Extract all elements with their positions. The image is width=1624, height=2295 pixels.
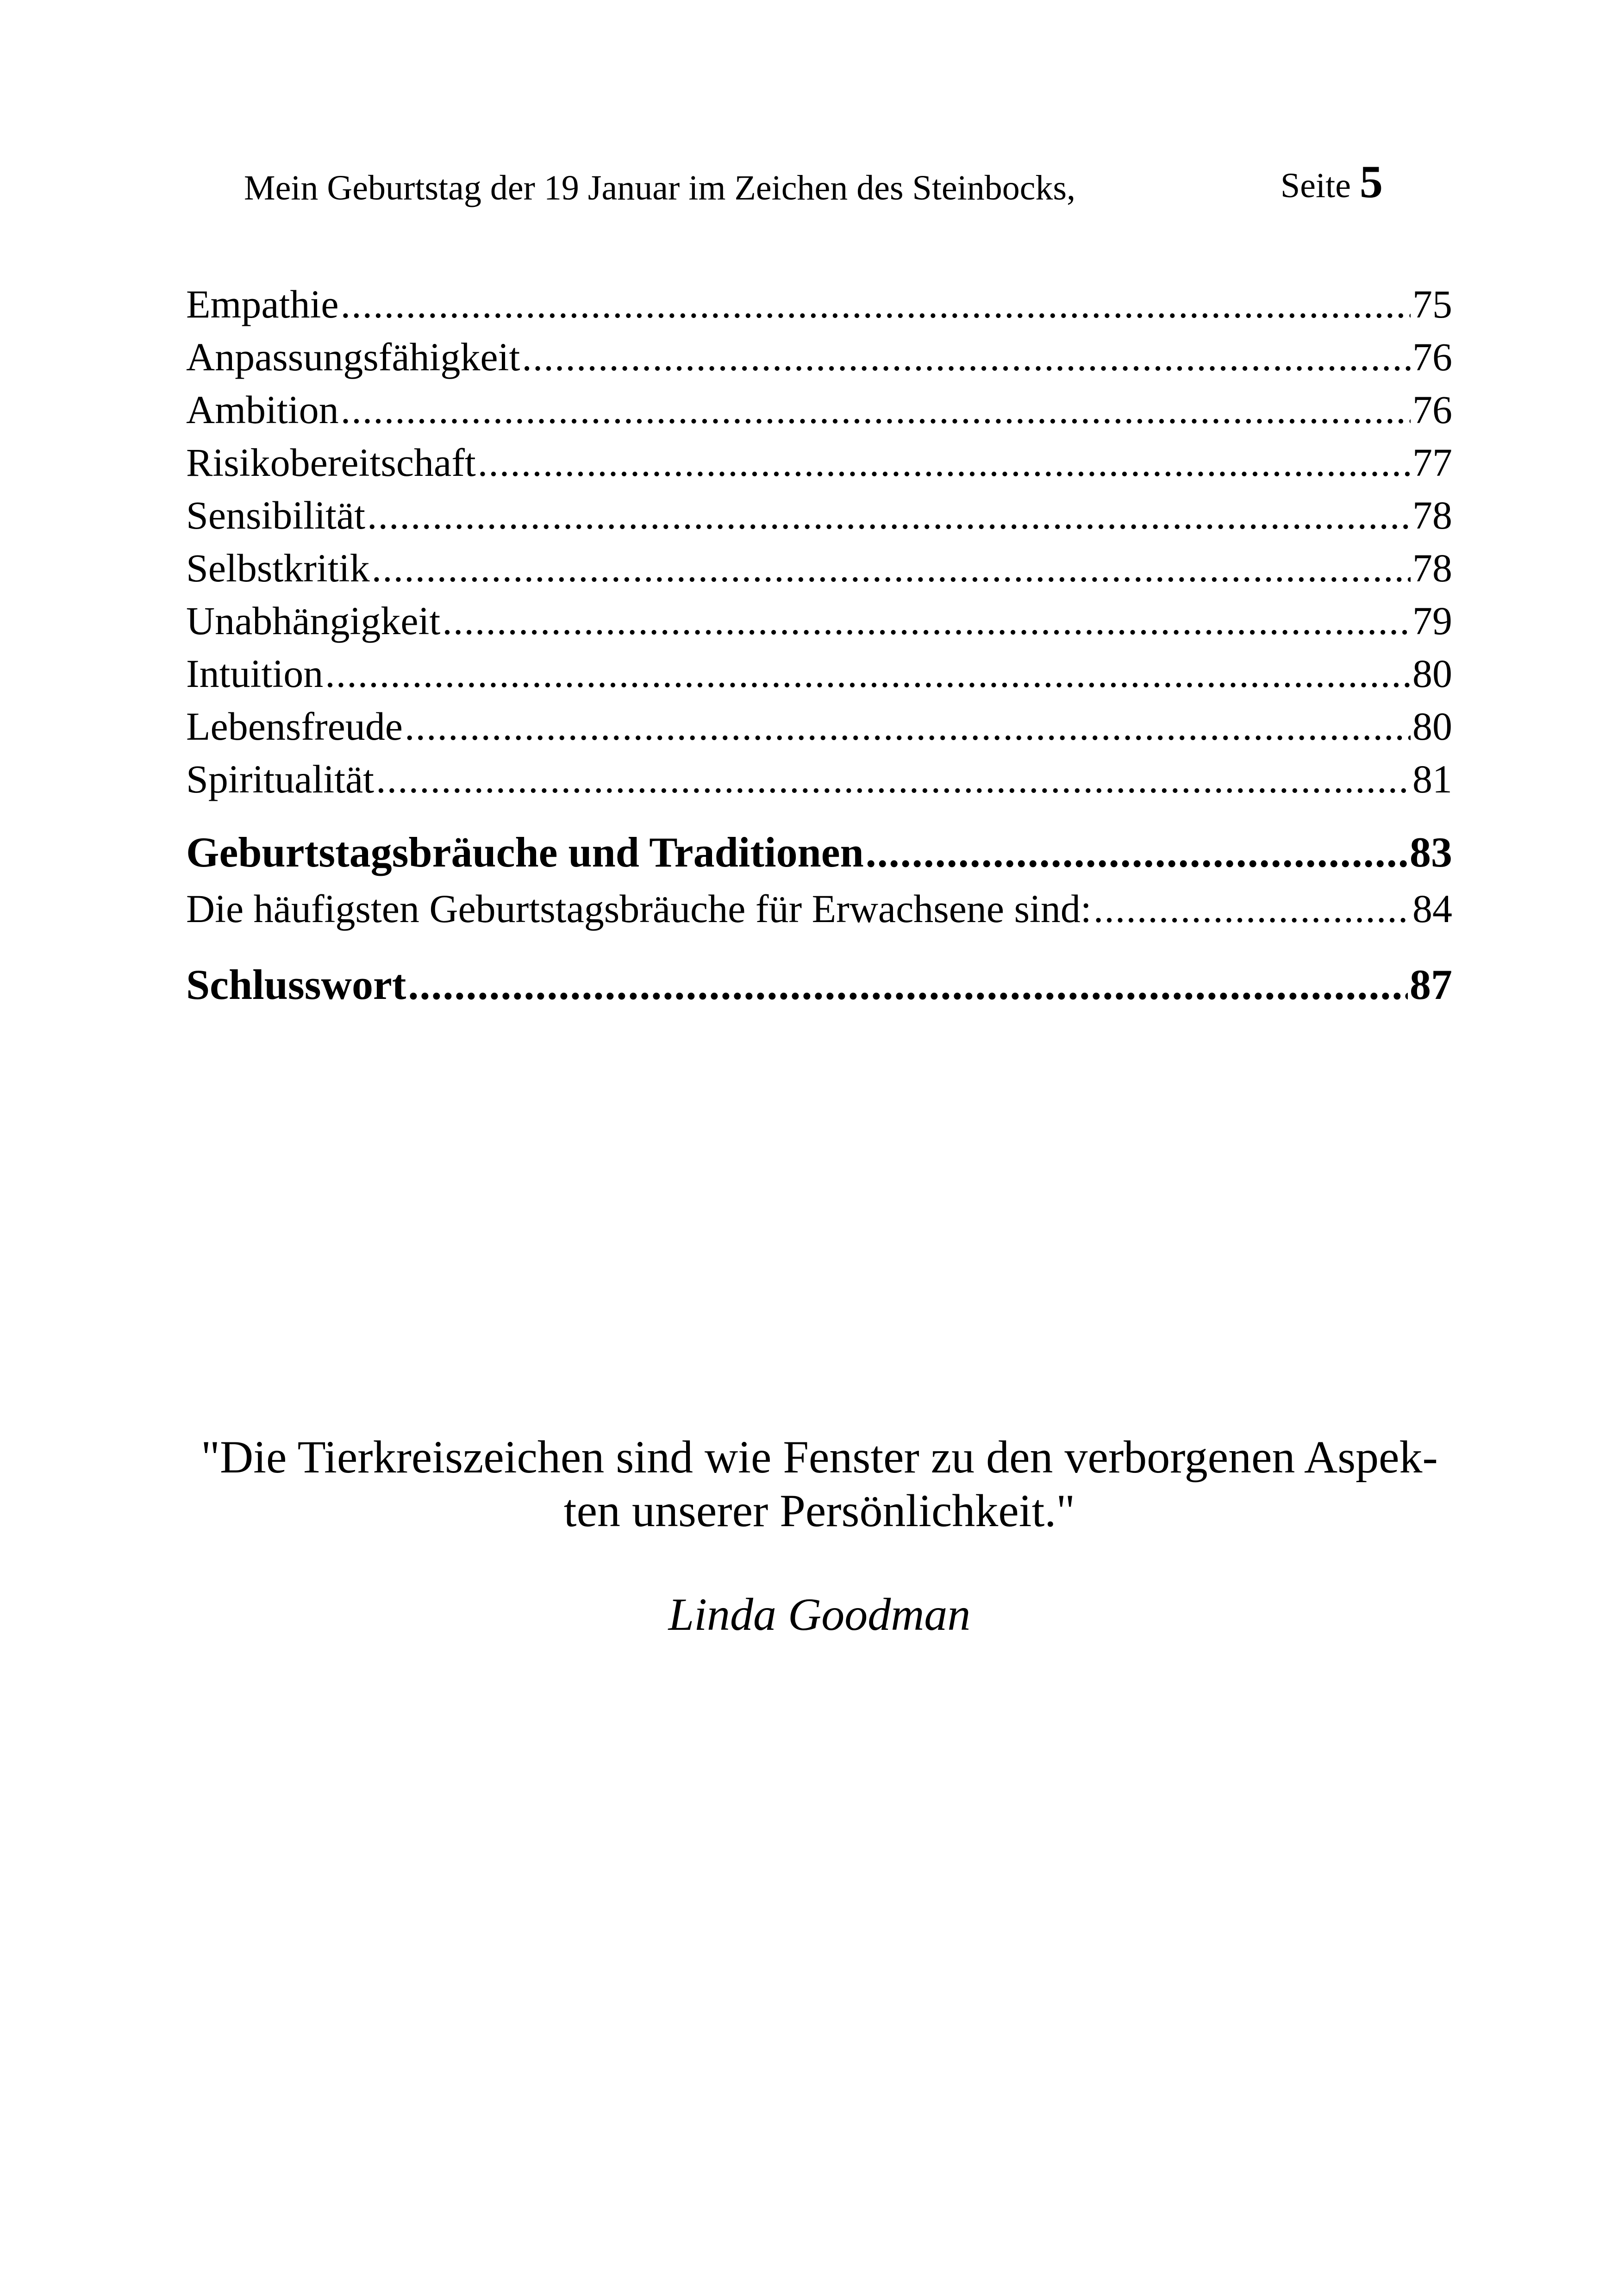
toc-dot-leader: [367, 489, 1411, 542]
toc-entry-label: Sensibilität: [186, 493, 365, 537]
toc-entry-page: 76: [1412, 387, 1452, 432]
toc-entry-page: 79: [1412, 599, 1452, 643]
toc-entry-unabhaengigkeit[interactable]: [186, 594, 1452, 647]
toc-entry-label: Ambition: [186, 387, 339, 432]
toc-dot-leader: [866, 822, 1408, 882]
toc-entry-page: 80: [1412, 704, 1452, 748]
toc-dot-leader: [405, 700, 1411, 753]
table-of-contents: [186, 278, 1452, 1015]
toc-entry-label: Unabhängigkeit: [186, 599, 441, 643]
toc-dot-leader: [376, 753, 1411, 805]
toc-entry-page: 84: [1412, 886, 1452, 931]
toc-dot-leader: [522, 331, 1411, 383]
toc-entry-risikobereitschaft[interactable]: [186, 436, 1452, 489]
toc-entry-selbstkritik[interactable]: [186, 542, 1452, 594]
epigraph-quote: [185, 1430, 1454, 1641]
toc-entry-label: Schlusswort: [186, 961, 406, 1008]
toc-entry-intuition[interactable]: [186, 647, 1452, 700]
quote-author: Linda Goodman: [668, 1589, 971, 1640]
toc-entry-page: 78: [1412, 493, 1452, 537]
toc-entry-label: Spiritualität: [186, 757, 375, 801]
toc-entry-lebensfreude[interactable]: [186, 700, 1452, 753]
toc-entry-page: 78: [1412, 546, 1452, 590]
toc-entry-empathie[interactable]: [186, 278, 1452, 331]
toc-dot-leader: [372, 542, 1411, 594]
toc-dot-leader: [478, 436, 1411, 489]
toc-dot-leader: [442, 594, 1411, 647]
toc-entry-page: 80: [1412, 651, 1452, 696]
header-page-label: Seite: [1280, 166, 1351, 205]
toc-entry-label: Empathie: [186, 282, 339, 326]
running-header: [244, 157, 1383, 227]
toc-entry-schlusswort[interactable]: [186, 954, 1452, 1015]
header-page-indicator: [1280, 155, 1383, 208]
header-title: Mein Geburtstag der 19 Januar im Zeichen des Steinbocks,: [244, 168, 1076, 207]
toc-entry-page: 75: [1412, 282, 1452, 326]
toc-entry-page: 76: [1412, 335, 1452, 379]
toc-entry-page: 87: [1410, 961, 1452, 1008]
toc-dot-leader: [1093, 882, 1411, 935]
toc-dot-leader: [341, 383, 1411, 436]
toc-entry-label: Anpassungsfähigkeit: [186, 335, 520, 379]
toc-entry-page: 77: [1412, 440, 1452, 485]
toc-entry-label: Die häufigsten Geburtstagsbräuche für Erwachsene sind:: [186, 886, 1092, 931]
toc-dot-leader: [408, 954, 1408, 1015]
toc-entry-label: Risikobereitschaft: [186, 440, 476, 485]
toc-entry-spiritualitaet[interactable]: [186, 753, 1452, 805]
toc-entry-anpassungsfaehigkeit[interactable]: [186, 331, 1452, 383]
toc-dot-leader: [325, 647, 1411, 700]
toc-entry-page: 81: [1412, 757, 1452, 801]
header-page-number: 5: [1360, 156, 1383, 207]
quote-line-2: ten unserer Persönlichkeit.": [563, 1485, 1075, 1536]
toc-entry-label: Selbstkritik: [186, 546, 370, 590]
toc-dot-leader: [341, 278, 1411, 331]
toc-entry-haeufigste-braeuche[interactable]: [186, 882, 1452, 935]
toc-entry-label: Geburtstagsbräuche und Traditionen: [186, 829, 864, 876]
toc-entry-label: Lebensfreude: [186, 704, 403, 748]
toc-entry-ambition[interactable]: [186, 383, 1452, 436]
toc-entry-geburtstagsbraeuche[interactable]: [186, 822, 1452, 882]
toc-entry-sensibilitaet[interactable]: [186, 489, 1452, 542]
quote-text: [185, 1430, 1454, 1538]
toc-entry-label: Intuition: [186, 651, 324, 696]
toc-entry-page: 83: [1410, 829, 1452, 876]
quote-line-1: "Die Tierkreiszeichen sind wie Fenster zu den verborgenen Aspek-: [201, 1431, 1438, 1483]
